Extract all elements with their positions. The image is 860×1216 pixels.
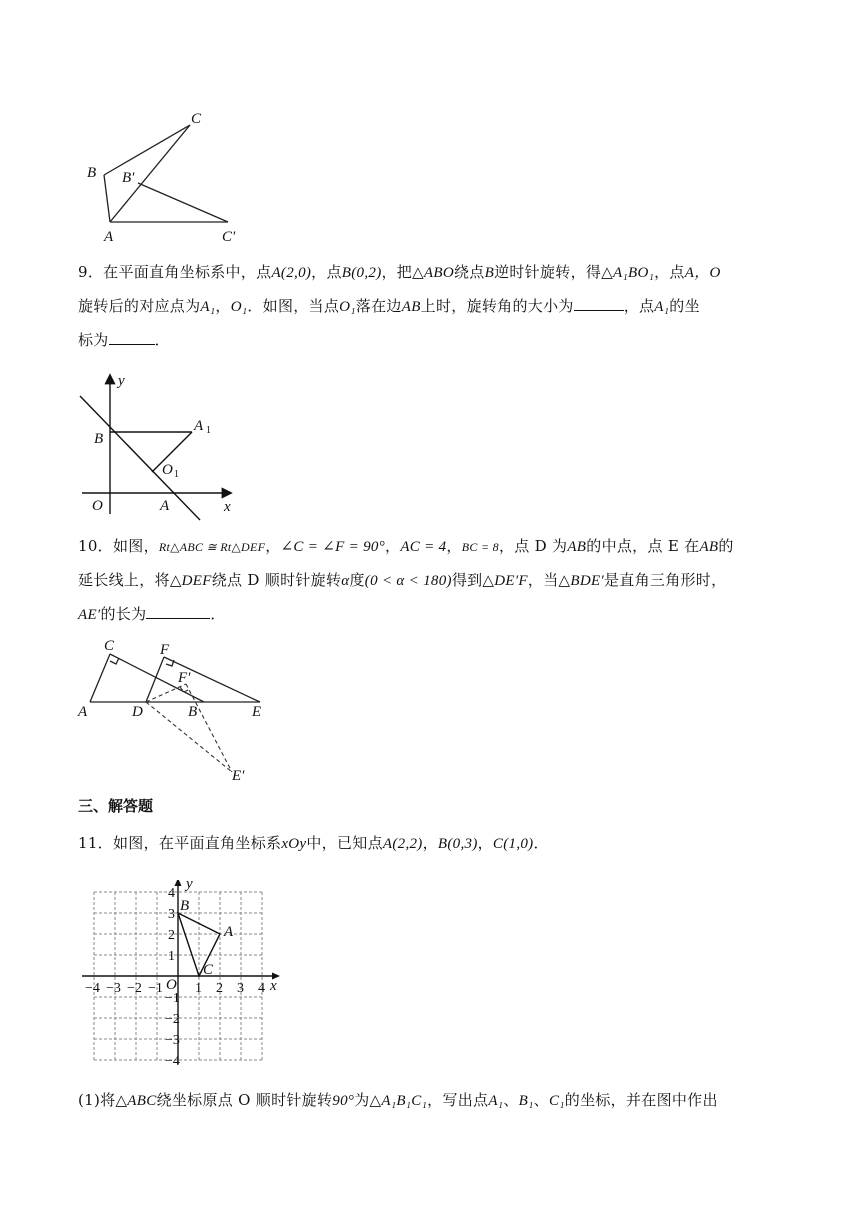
grid-figure-q11: [74, 880, 289, 1070]
text: 如图，: [113, 537, 159, 555]
label-A: A: [160, 498, 170, 514]
text: ，当: [527, 571, 559, 589]
label-F: F: [160, 642, 170, 658]
label-B: B: [87, 165, 97, 181]
text: 落在边: [355, 297, 402, 315]
label-O1-sub: 1: [174, 469, 179, 480]
text: ，: [215, 297, 231, 315]
text: ，写出点: [427, 1091, 489, 1109]
alpha-range: (0 < α < 180): [364, 573, 452, 589]
text: 延长线上，将: [78, 571, 170, 589]
label-E: E: [252, 704, 262, 720]
coordinate-figure-q9: [78, 368, 248, 523]
axis-y-label: y: [186, 880, 193, 892]
text: 将: [100, 1091, 116, 1109]
answer-blank[interactable]: [574, 309, 624, 311]
point-a1: A₁: [654, 299, 670, 315]
point-a: A(2,0): [271, 265, 312, 281]
text: ，点: [623, 297, 655, 315]
segment-ae-prime: AE′: [78, 607, 101, 623]
x-tick-label: −3: [106, 981, 121, 996]
axis-x-label: x: [224, 499, 231, 515]
point-a1: A₁: [200, 299, 216, 315]
triangle-abc: △ABC: [115, 1093, 157, 1109]
label-E-prime: E′: [232, 768, 245, 784]
rotation-figure-q10: [76, 636, 286, 786]
y-tick-label: −2: [165, 1012, 180, 1027]
y-tick-label: −1: [165, 991, 180, 1006]
label-O1: O: [162, 462, 173, 478]
rotation-figure-q8: [80, 105, 260, 245]
text: 得到: [451, 571, 483, 589]
y-tick-label: 3: [168, 907, 175, 922]
triangle-de-prime-f: △DE′F: [482, 573, 528, 589]
text: ．: [154, 331, 170, 349]
text: 上时，旋转角的大小为: [420, 297, 574, 315]
label-B-prime: B′: [122, 170, 135, 186]
x-tick-label: 3: [237, 981, 244, 996]
axis-y-label: y: [118, 373, 125, 389]
text: 是直角三角形时，: [604, 571, 727, 589]
segment-ab: AB: [699, 539, 719, 555]
question-10: [78, 530, 783, 632]
point-c1: C₁: [548, 1093, 565, 1109]
text: 、: [503, 1091, 519, 1109]
x-tick-label: 4: [258, 981, 265, 996]
congruence-statement: Rt△ABC ≅ Rt△DEF: [158, 540, 266, 554]
text: 的长为: [100, 605, 147, 623]
label-C-prime: C′: [222, 229, 236, 245]
label-C: C: [191, 111, 202, 127]
text: ，点 D 为: [498, 537, 568, 555]
rotation-angle: 90°: [332, 1093, 355, 1109]
text: 如图，在平面直角坐标系: [113, 834, 282, 852]
points-a-o: A，O: [684, 265, 721, 281]
label-A1-sub: 1: [206, 425, 211, 436]
text: ，: [446, 537, 462, 555]
point-o1: O₁: [230, 299, 248, 315]
triangle-bde-prime: △BDE′: [558, 573, 604, 589]
text: 、: [533, 1091, 549, 1109]
point-b1: B₁: [518, 1093, 534, 1109]
label-B: B: [180, 898, 190, 914]
text: 的中点，点 E 在: [586, 537, 700, 555]
triangle-abo: △ABO: [412, 265, 454, 281]
text: 的坐标，并在图中作出: [564, 1091, 718, 1109]
text: ，: [385, 537, 401, 555]
point-b: B(0,3): [437, 836, 478, 852]
angle-alpha: α: [341, 573, 350, 589]
triangle-def: △DEF: [169, 573, 212, 589]
text: 中，已知点: [306, 834, 383, 852]
label-D: D: [132, 704, 143, 720]
label-A: A: [224, 924, 234, 940]
segment-ab: AB: [401, 299, 421, 315]
text: ．: [533, 834, 549, 852]
x-tick-label: −4: [85, 981, 100, 996]
pivot-point: B: [484, 265, 495, 281]
point-a1: A₁: [488, 1093, 504, 1109]
triangle-a1bo1: △A₁BO₁: [601, 265, 655, 281]
text: ，: [477, 834, 493, 852]
text: ，把: [381, 263, 413, 281]
text: 的: [718, 537, 734, 555]
point-c: C(1,0): [492, 836, 534, 852]
label-O: O: [92, 498, 103, 514]
label-C: C: [203, 962, 214, 978]
point-b: B(0,2): [341, 265, 382, 281]
origin-label: O: [166, 977, 177, 993]
text: 绕点 D 顺时针旋转: [211, 571, 342, 589]
text: 绕坐标原点 O 顺时针旋转: [156, 1091, 333, 1109]
section-heading: 三、解答题: [78, 797, 154, 815]
question-number: 10．: [78, 537, 113, 555]
text: ，点: [654, 263, 685, 281]
axis-x-label: x: [270, 978, 277, 994]
question-11-part-1: [78, 1084, 783, 1118]
angle-statement: ∠C = ∠F = 90°: [280, 539, 386, 555]
x-tick-label: −2: [127, 981, 142, 996]
text: ．: [210, 605, 226, 623]
label-A: A: [104, 229, 114, 245]
text: 逆时针旋转，得: [494, 263, 602, 281]
text: ，: [422, 834, 438, 852]
text: 为: [354, 1091, 370, 1109]
answer-blank[interactable]: [109, 343, 155, 345]
y-tick-label: −4: [165, 1054, 180, 1069]
text: 标为: [78, 331, 109, 349]
text: 旋转后的对应点为: [78, 297, 201, 315]
point-o1: O₁: [339, 299, 356, 315]
part-number: (1): [78, 1091, 101, 1109]
coordinate-system: xOy: [281, 836, 307, 852]
text: 在平面直角坐标系中，点: [103, 263, 272, 281]
length-bc: BC = 8: [461, 540, 499, 554]
label-B: B: [94, 431, 104, 447]
label-B: B: [188, 704, 198, 720]
x-tick-label: −1: [148, 981, 163, 996]
triangle-a1b1c1: △A₁B₁C₁: [369, 1093, 428, 1109]
text: 绕点: [454, 263, 485, 281]
segment-ab: AB: [567, 539, 587, 555]
x-tick-label: 2: [216, 981, 223, 996]
point-a: A(2,2): [382, 836, 423, 852]
question-11: [78, 827, 783, 861]
y-tick-label: −3: [165, 1033, 180, 1048]
length-ac: AC = 4: [400, 539, 447, 555]
text: ，: [265, 537, 281, 555]
text: 度: [349, 571, 365, 589]
label-C: C: [104, 638, 115, 654]
answer-blank[interactable]: [146, 617, 210, 619]
text: 的坐: [669, 297, 700, 315]
text: ．如图，当点: [247, 297, 340, 315]
y-tick-label: 4: [168, 886, 175, 901]
y-axis-arrow: [175, 880, 182, 886]
question-9: [78, 256, 783, 357]
y-tick-label: 1: [168, 949, 175, 964]
label-A: A: [78, 704, 88, 720]
label-A1: A: [194, 418, 204, 434]
label-F-prime: F′: [178, 670, 191, 686]
question-number: 9．: [78, 263, 104, 281]
x-tick-label: 1: [195, 981, 202, 996]
question-number: 11．: [78, 834, 113, 852]
y-tick-label: 2: [168, 928, 175, 943]
text: ，点: [311, 263, 342, 281]
